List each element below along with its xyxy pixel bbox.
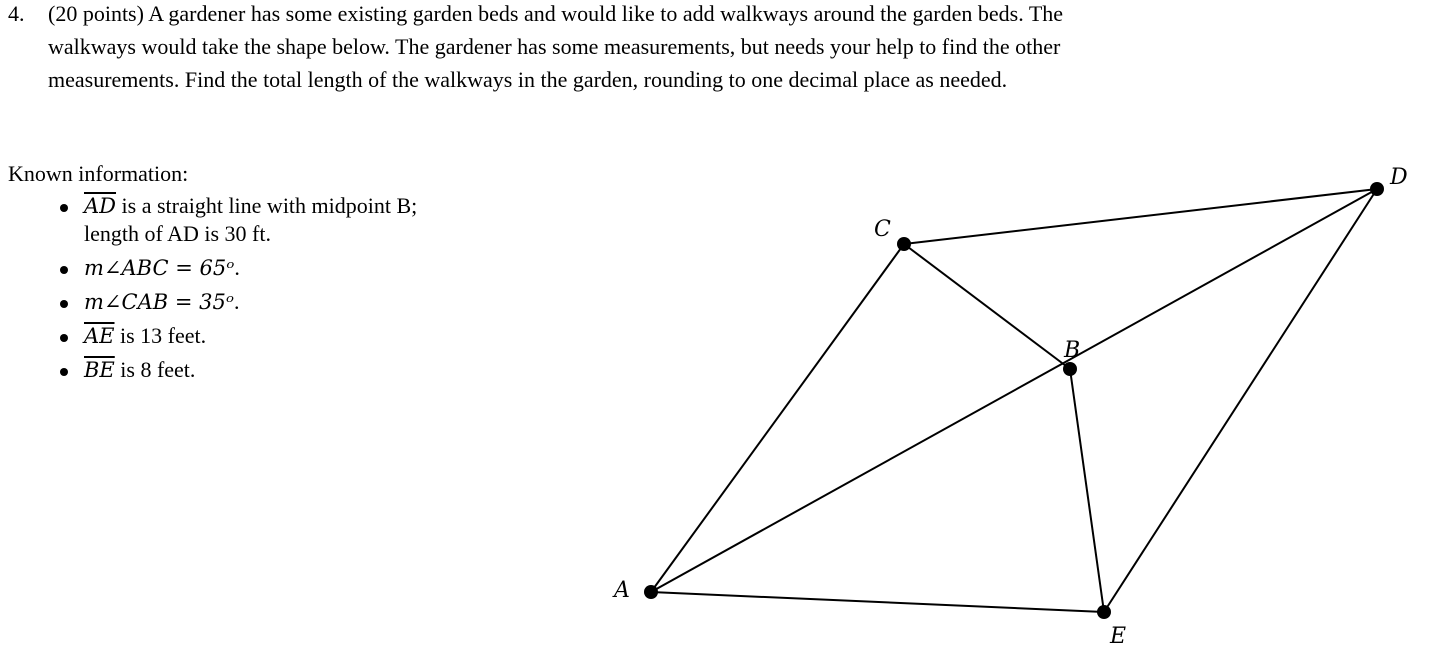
known-info-heading: Known information: bbox=[8, 161, 189, 186]
problem-number: 4. bbox=[8, 1, 25, 26]
segment-ad-line bbox=[651, 189, 1377, 592]
bullet-icon bbox=[60, 204, 68, 212]
known-item-be-text: is 8 feet. bbox=[114, 357, 196, 382]
known-item-ad-text: is a straight line with midpoint B; bbox=[116, 193, 418, 218]
point-d bbox=[1370, 182, 1384, 196]
segment-ae-line bbox=[651, 592, 1104, 612]
segment-ae: $\overline{AE}$ bbox=[84, 324, 115, 348]
known-item-abc bbox=[0, 254, 600, 282]
label-d: D bbox=[1390, 165, 1408, 190]
label-e: E bbox=[1110, 624, 1127, 649]
bullet-icon bbox=[60, 334, 68, 342]
known-item-ae bbox=[0, 322, 600, 350]
bullet-icon bbox=[60, 266, 68, 274]
known-item-ad bbox=[0, 192, 600, 248]
angle-cab-period: . bbox=[233, 289, 240, 314]
known-item-cab bbox=[0, 288, 600, 316]
segment-ed bbox=[1104, 189, 1377, 612]
segment-ac bbox=[651, 244, 904, 592]
label-b: B bbox=[1064, 338, 1081, 363]
segment-cd bbox=[904, 189, 1377, 244]
angle-abc: m∠ABC = 65ᵒ bbox=[84, 256, 235, 280]
segment-be-line bbox=[1070, 369, 1104, 612]
known-item-ad-text-2: length of AD is 30 ft. bbox=[84, 221, 271, 246]
problem-line-2: walkways would take the shape below. The gardener has some measurements, but needs your help to find the other bbox=[48, 34, 1061, 59]
segment-ad: $\overline{AD}$ bbox=[84, 194, 117, 218]
problem-line-1: (20 points) A gardener has some existing garden beds and would like to add walkways around the garden beds. The bbox=[48, 1, 1064, 26]
walkway-diagram bbox=[600, 150, 1440, 660]
bullet-icon bbox=[60, 300, 68, 308]
problem-line-3: measurements. Find the total length of the walkways in the garden, rounding to one decimal place as needed. bbox=[48, 67, 1008, 92]
label-a: A bbox=[614, 578, 630, 603]
label-c: C bbox=[874, 217, 891, 242]
angle-cab: m∠CAB = 35ᵒ bbox=[84, 290, 234, 314]
bullet-icon bbox=[60, 368, 68, 376]
point-c bbox=[897, 237, 911, 251]
known-item-be bbox=[0, 356, 600, 384]
segment-be: $\overline{BE}$ bbox=[84, 358, 115, 382]
point-b bbox=[1063, 362, 1077, 376]
segment-cb bbox=[904, 244, 1070, 369]
point-e bbox=[1097, 605, 1111, 619]
point-a bbox=[644, 585, 658, 599]
known-info-list bbox=[0, 192, 600, 384]
angle-abc-period: . bbox=[234, 255, 240, 280]
known-item-ae-text: is 13 feet. bbox=[114, 323, 207, 348]
